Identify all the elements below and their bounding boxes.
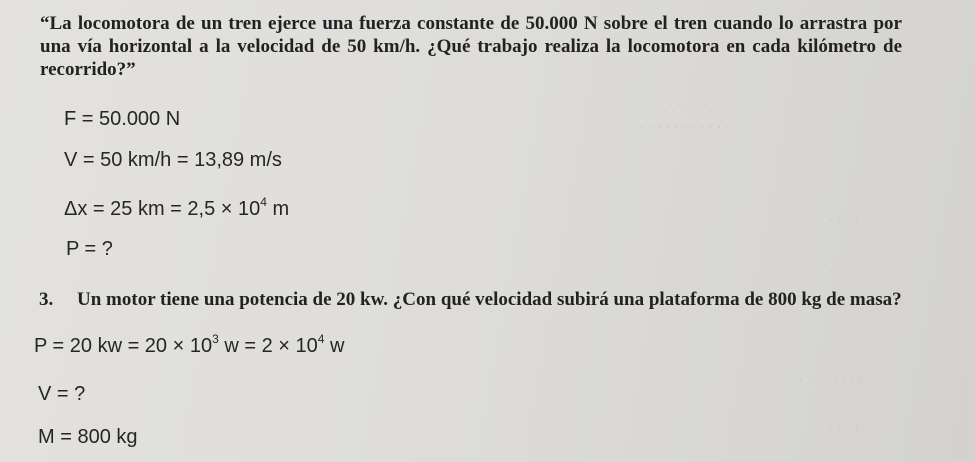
- equation-power: [34, 332, 345, 358]
- power-exponent-2: 4: [317, 332, 325, 346]
- power-text-b: w = 2 × 10: [218, 335, 318, 357]
- equation-mass: M = 800 kg: [38, 426, 138, 448]
- equation-power-unknown: P = ?: [66, 238, 113, 260]
- displacement-unit: m: [266, 198, 290, 220]
- equation-velocity: V = 50 km/h = 13,89 m/s: [64, 149, 282, 171]
- equation-velocity-unknown: V = ?: [38, 383, 86, 405]
- problem-statement: “La locomotora de un tren ejerce una fuerza constante de 50.000 N sobre el tren cuando lo arrastra por una vía horizontal a la velocidad de 50 km/h. ¿Qué trabajo realiza la locomotora en cada kilómetro de recorrido?”: [40, 13, 902, 80]
- power-exponent-1: 3: [212, 332, 219, 346]
- displacement-exponent: 4: [260, 195, 267, 209]
- equation-displacement: [64, 195, 290, 221]
- faint-ghost-text: · · · · ·: [820, 418, 859, 434]
- displacement-text: Δx = 25 km = 2,5 × 10: [64, 198, 261, 220]
- problem-3-statement: [39, 288, 912, 311]
- power-text-a: P = 20 kw = 20 × 10: [34, 335, 213, 357]
- equation-force: F = 50.000 N: [64, 108, 181, 130]
- faint-ghost-text: · · · · · · ·: [780, 255, 836, 271]
- faint-ghost-text: · · · · · · · · ·: [790, 370, 864, 386]
- power-text-c: w: [324, 335, 345, 357]
- faint-ghost-text: · · · · · · · · · · · · ·: [600, 95, 708, 111]
- problem-number: 3.: [39, 289, 54, 310]
- faint-ghost-text: · · · · ·: [820, 210, 859, 226]
- problem-3-text: Un motor tiene una potencia de 20 kw. ¿Con qué velocidad subirá una plataforma de 800 kg de masa?: [77, 289, 902, 310]
- faint-ghost-text: · · · · · · · · · · ·: [640, 118, 731, 134]
